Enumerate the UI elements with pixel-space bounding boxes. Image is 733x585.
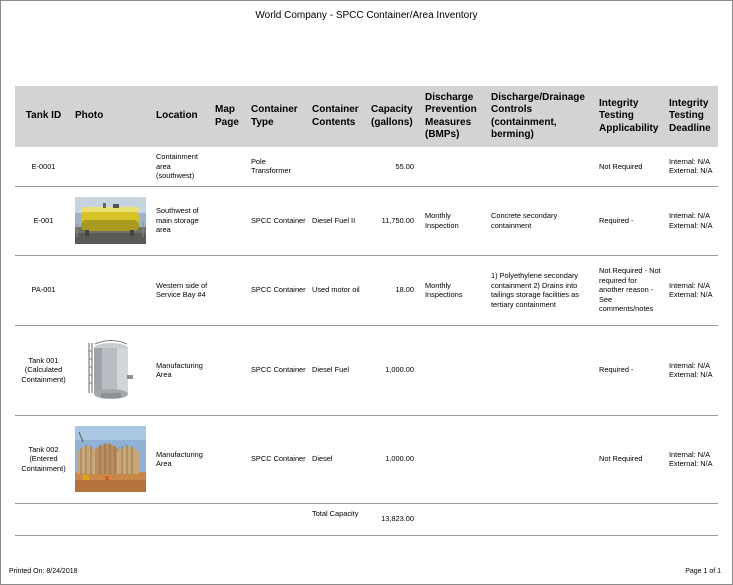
cell-integrity-applicability: Not Required: [596, 147, 666, 186]
header-tank-id[interactable]: Tank ID: [15, 86, 72, 147]
table-row[interactable]: [15, 255, 718, 325]
page-number: Page 1 of 1: [685, 568, 721, 575]
cell-photo: [72, 415, 153, 503]
total-row: [15, 503, 718, 535]
cell-bmps: [422, 325, 488, 415]
printed-on-date: Printed On: 8/24/2018: [9, 568, 78, 575]
header-container-contents[interactable]: Container Contents: [309, 86, 368, 147]
cell-container-type: SPCC Container: [248, 186, 309, 255]
vertical-steel-tank-photo[interactable]: [75, 335, 146, 405]
cell-capacity: 1,000.00: [368, 325, 422, 415]
table-header-row: [15, 86, 718, 147]
header-capacity[interactable]: Capacity (gallons): [368, 86, 422, 147]
cell-drainage-controls: [488, 147, 596, 186]
cell-container-contents: [309, 147, 368, 186]
cell-bmps: Monthly Inspections: [422, 255, 488, 325]
cell-container-type: SPCC Container: [248, 415, 309, 503]
cell-integrity-applicability: Not Required - Not required for another reason - See comments/notes: [596, 255, 666, 325]
inventory-table: [15, 86, 718, 536]
cell-drainage-controls: [488, 415, 596, 503]
cell-capacity: 11,750.00: [368, 186, 422, 255]
cell-drainage-controls: 1) Polyethylene secondary containment 2) Drains into tailings storage facilities as tertiary containment: [488, 255, 596, 325]
cell-location: Containment area (southwest): [153, 147, 212, 186]
report-title: World Company - SPCC Container/Area Inventory: [255, 10, 478, 21]
cell-integrity-deadline: Internal: N/A External: N/A: [666, 186, 718, 255]
cell-integrity-applicability: Required -: [596, 186, 666, 255]
cell-capacity: 18.00: [368, 255, 422, 325]
table-row[interactable]: [15, 415, 718, 503]
cell-integrity-applicability: Required -: [596, 325, 666, 415]
cell-map-page: [212, 147, 248, 186]
cell-container-contents: Used motor oil: [309, 255, 368, 325]
header-container-type[interactable]: Container Type: [248, 86, 309, 147]
cell-capacity: 1,000.00: [368, 415, 422, 503]
cell-bmps: [422, 415, 488, 503]
cell-map-page: [212, 415, 248, 503]
cell-capacity: 55.00: [368, 147, 422, 186]
cell-tank-id: Tank 001 (Calculated Containment): [15, 325, 72, 415]
cell-map-page: [212, 325, 248, 415]
cell-bmps: Monthly Inspection: [422, 186, 488, 255]
cell-photo: [72, 186, 153, 255]
table-row[interactable]: [15, 186, 718, 255]
cell-container-contents: Diesel Fuel: [309, 325, 368, 415]
cell-drainage-controls: [488, 325, 596, 415]
cell-photo: [72, 255, 153, 325]
cell-container-type: Pole Transformer: [248, 147, 309, 186]
table-row[interactable]: [15, 325, 718, 415]
horizontal-fuel-tank-photo[interactable]: [75, 197, 146, 244]
cell-integrity-deadline: Internal: N/A External: N/A: [666, 325, 718, 415]
cell-tank-id: E-001: [15, 186, 72, 255]
cell-location: Western side of Service Bay #4: [153, 255, 212, 325]
header-integrity-deadline[interactable]: Integrity Testing Deadline: [666, 86, 718, 147]
total-capacity-value: 13,823.00: [368, 503, 422, 535]
cell-map-page: [212, 186, 248, 255]
cell-photo: [72, 147, 153, 186]
cell-container-type: SPCC Container: [248, 325, 309, 415]
header-bmps[interactable]: Discharge Prevention Measures (BMPs): [422, 86, 488, 147]
storage-tanks-site-photo[interactable]: [75, 426, 146, 492]
cell-container-contents: Diesel Fuel II: [309, 186, 368, 255]
header-photo[interactable]: Photo: [72, 86, 153, 147]
cell-map-page: [212, 255, 248, 325]
cell-container-contents: Diesel: [309, 415, 368, 503]
cell-tank-id: Tank 002 (Entered Containment): [15, 415, 72, 503]
cell-location: Manufacturing Area: [153, 415, 212, 503]
cell-integrity-deadline: Internal: N/A External: N/A: [666, 415, 718, 503]
cell-container-type: SPCC Container: [248, 255, 309, 325]
header-location[interactable]: Location: [153, 86, 212, 147]
cell-integrity-applicability: Not Required: [596, 415, 666, 503]
table-row[interactable]: [15, 147, 718, 186]
cell-location: Southwest of main storage area: [153, 186, 212, 255]
cell-photo: [72, 325, 153, 415]
header-integrity-applicability[interactable]: Integrity Testing Applicability: [596, 86, 666, 147]
header-map-page[interactable]: Map Page: [212, 86, 248, 147]
cell-tank-id: PA-001: [15, 255, 72, 325]
cell-location: Manufacturing Area: [153, 325, 212, 415]
header-drainage-controls[interactable]: Discharge/Drainage Controls (containment, berming): [488, 86, 596, 147]
cell-drainage-controls: Concrete secondary containment: [488, 186, 596, 255]
cell-integrity-deadline: Internal: N/A External: N/A: [666, 147, 718, 186]
cell-tank-id: E-0001: [15, 147, 72, 186]
cell-bmps: [422, 147, 488, 186]
cell-integrity-deadline: Internal: N/A External: N/A: [666, 255, 718, 325]
total-capacity-label: Total Capacity: [309, 503, 368, 535]
